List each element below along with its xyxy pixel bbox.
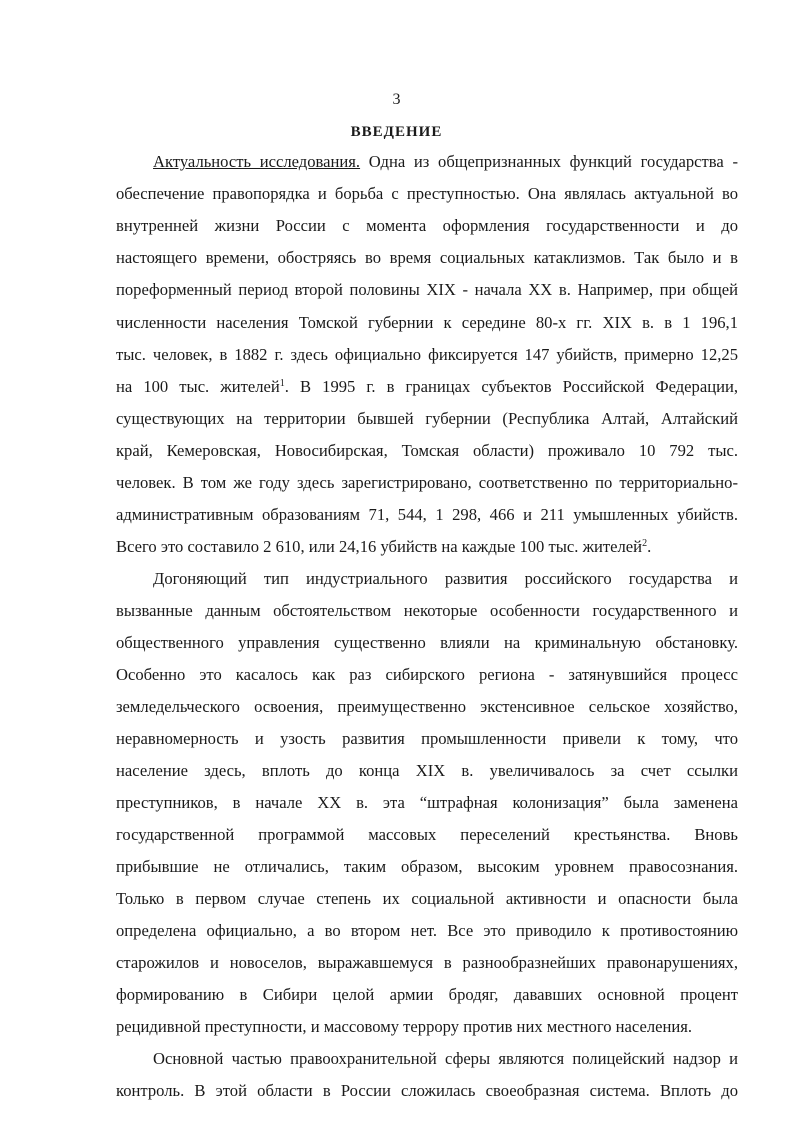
text-line: преступников, в начале XX в. эта “штрафная колонизация” была заменена xyxy=(116,793,738,812)
text-line: контроль. В этой области в России сложилась своеобразная система. Вплоть до xyxy=(116,1081,738,1100)
page-heading: ВВЕДЕНИЕ xyxy=(350,124,443,140)
text-line: обеспечение правопорядка и борьба с преступностью. Она являлась актуальной во xyxy=(116,184,738,203)
text-line: неравномерность и узость развития промышленности привели к тому, что xyxy=(116,729,738,748)
text-line: тыс. человек, в 1882 г. здесь официально фиксируется 147 убийств, примерно 12,25 xyxy=(116,345,738,364)
text-line: Особенно это касалось как раз сибирского региона - затянувшийся процесс xyxy=(116,665,738,684)
text-line: старожилов и новоселов, выражавшемуся в разнообразнейших правонарушениях, xyxy=(116,953,738,972)
text-line: население здесь, вплоть до конца XIX в. увеличивалось за счет ссылки xyxy=(116,761,738,780)
text-line: человек. В том же году здесь зарегистрировано, соответственно по территориально- xyxy=(116,473,738,492)
text-line: существующих на территории бывшей губернии (Республика Алтай, Алтайский xyxy=(116,409,738,428)
text-line: определена официально, а во втором нет. Все это приводило к противостоянию xyxy=(116,921,738,940)
text-line: общественного управления существенно влияли на криминальную обстановку. xyxy=(116,633,738,652)
text-line: рецидивной преступности, и массовому террору против них местного населения. xyxy=(116,1017,693,1036)
text-line: земледельческого освоения, преимущественно экстенсивное сельское хозяйство, xyxy=(116,697,738,716)
text-line: Догоняющий тип индустриального развития российского государства и xyxy=(153,569,738,588)
text-line: численности населения Томской губернии к середине 80-х гг. XIX в. в 1 196,1 xyxy=(116,313,738,332)
text-line: Актуальность исследования. Одна из общепризнанных функций государства - xyxy=(153,152,738,171)
text-line: Основной частью правоохранительной сферы являются полицейский надзор и xyxy=(153,1049,738,1068)
footnote-ref-2[interactable]: 2 xyxy=(642,538,648,549)
text-line: прибывшие не отличались, таким образом, высоким уровнем правосознания. xyxy=(116,857,738,876)
text-line: край, Кемеровская, Новосибирская, Томская области) проживало 10 792 тыс. xyxy=(116,441,738,460)
footnote-ref-1[interactable]: 1 xyxy=(279,378,285,389)
text-line: формированию в Сибири целой армии бродяг, дававших основной процент xyxy=(116,985,738,1004)
text-line: на 100 тыс. жителей$^1$. В 1995 г. в границах субъектов Российской Федерации, xyxy=(116,377,739,396)
text-line: настоящего времени, обостряясь во время социальных катаклизмов. Так было и в xyxy=(116,248,738,267)
text-line: Всего это составило 2 610, или 24,16 убийств на каждые 100 тыс. жителей$^2$. xyxy=(116,537,652,556)
text-line: вызванные данным обстоятельством некоторые особенности государственного и xyxy=(116,601,738,620)
text-line: пореформенный период второй половины XIX - начала XX в. Например, при общей xyxy=(116,280,738,299)
page-number: 3 xyxy=(392,91,401,108)
text-line: государственной программой массовых переселений крестьянства. Вновь xyxy=(116,825,738,844)
text-line: административным образованиям 71, 544, 1 298, 466 и 211 умышленных убийств. xyxy=(116,505,738,524)
text-line: внутренней жизни России с момента оформления государственности и до xyxy=(116,216,738,235)
text-line: Только в первом случае степень их социальной активности и опасности была xyxy=(116,889,738,908)
section-title: Актуальность исследования. xyxy=(153,152,361,171)
